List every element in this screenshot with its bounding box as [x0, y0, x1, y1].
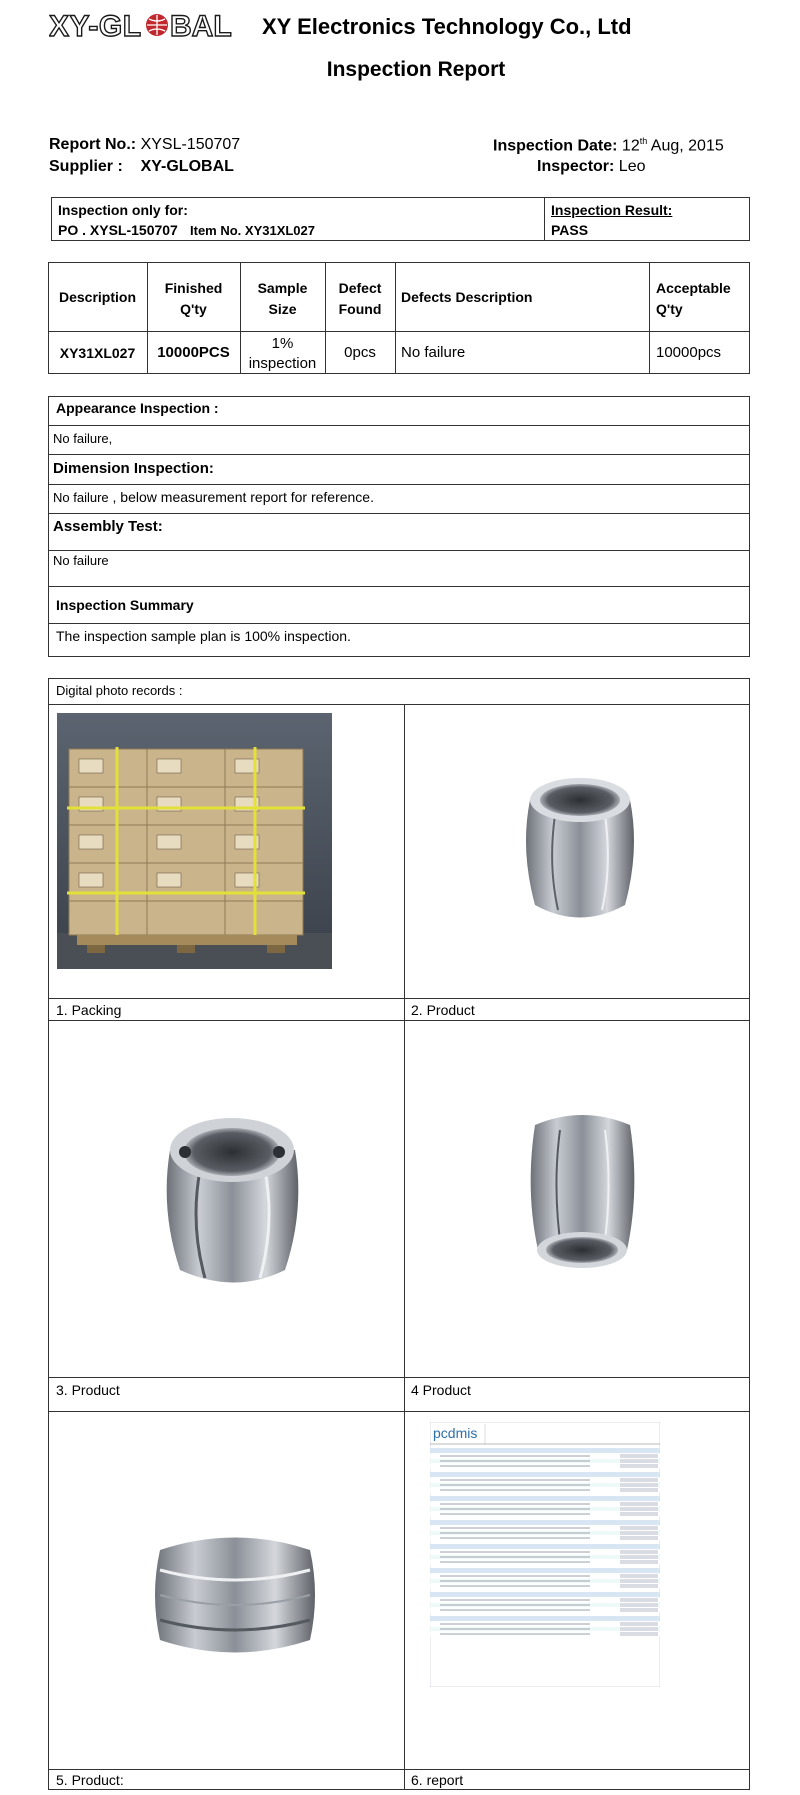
product-photo-4 — [520, 1105, 645, 1275]
report-number: Report No.: XYSL-150707 — [49, 136, 241, 153]
inspection-date: Inspection Date: 12th Aug, 2015 — [493, 136, 724, 155]
item-number: Item No. XY31XL027 — [190, 223, 315, 238]
row-defects-description: No failure — [401, 344, 466, 361]
row-sample-size: 1% inspection — [248, 335, 317, 372]
header-defects-description: Defects Description — [401, 289, 533, 305]
appearance-label: Appearance Inspection : — [56, 400, 219, 416]
assembly-label: Assembly Test: — [53, 518, 163, 535]
inspection-result: PASS — [551, 222, 589, 238]
header-finished-qty: Finished Q'ty — [164, 280, 223, 317]
header-defect-found: Defect Found — [338, 280, 382, 317]
inspection-result-label: Inspection Result: — [551, 202, 673, 218]
packing-photo — [57, 713, 332, 969]
summary-label: Inspection Summary — [56, 597, 194, 613]
appearance-value: No failure, — [53, 431, 113, 446]
summary-value: The inspection sample plan is 100% inspection. — [56, 628, 351, 644]
product-photo-5 — [150, 1525, 320, 1660]
product-photo-2 — [510, 770, 650, 925]
dimension-label: Dimension Inspection: — [53, 460, 214, 477]
row-finished-qty: 10000PCS — [157, 344, 230, 361]
photo-records-heading: Digital photo records : — [56, 683, 183, 698]
supplier: Supplier : XY-GLOBAL — [49, 158, 234, 175]
report-logo: pcdmis — [433, 1425, 478, 1441]
product-photo-3 — [155, 1110, 310, 1290]
report-title: Inspection Report — [326, 58, 506, 81]
dimension-value: No failure , below measurement report for reference. — [53, 489, 374, 505]
svg-text:XY-GL: XY-GL — [49, 10, 142, 42]
header-description: Description — [59, 289, 137, 305]
caption-2: 2. Product — [411, 1002, 475, 1018]
row-acceptable-qty: 10000pcs — [656, 344, 722, 361]
svg-text:BAL: BAL — [170, 10, 232, 42]
company-name: XY Electronics Technology Co., Ltd — [262, 14, 632, 39]
header-sample-size: Sample Size — [257, 280, 308, 317]
caption-1: 1. Packing — [56, 1002, 122, 1018]
caption-3: 3. Product — [56, 1382, 120, 1398]
row-description: XY31XL027 — [59, 345, 136, 361]
caption-5: 5. Product: — [56, 1772, 124, 1788]
header-acceptable-qty: Acceptable Q'ty — [656, 280, 731, 317]
inspector: Inspector: Leo — [537, 158, 646, 175]
po-number: PO . XYSL-150707 — [58, 222, 178, 238]
row-defect-found: 0pcs — [344, 344, 376, 361]
caption-4: 4 Product — [411, 1382, 471, 1398]
company-logo — [49, 8, 249, 42]
caption-6: 6. report — [411, 1772, 464, 1788]
assembly-value: No failure — [53, 553, 109, 568]
report-photo — [430, 1422, 660, 1687]
inspection-for-label: Inspection only for: — [58, 202, 188, 218]
